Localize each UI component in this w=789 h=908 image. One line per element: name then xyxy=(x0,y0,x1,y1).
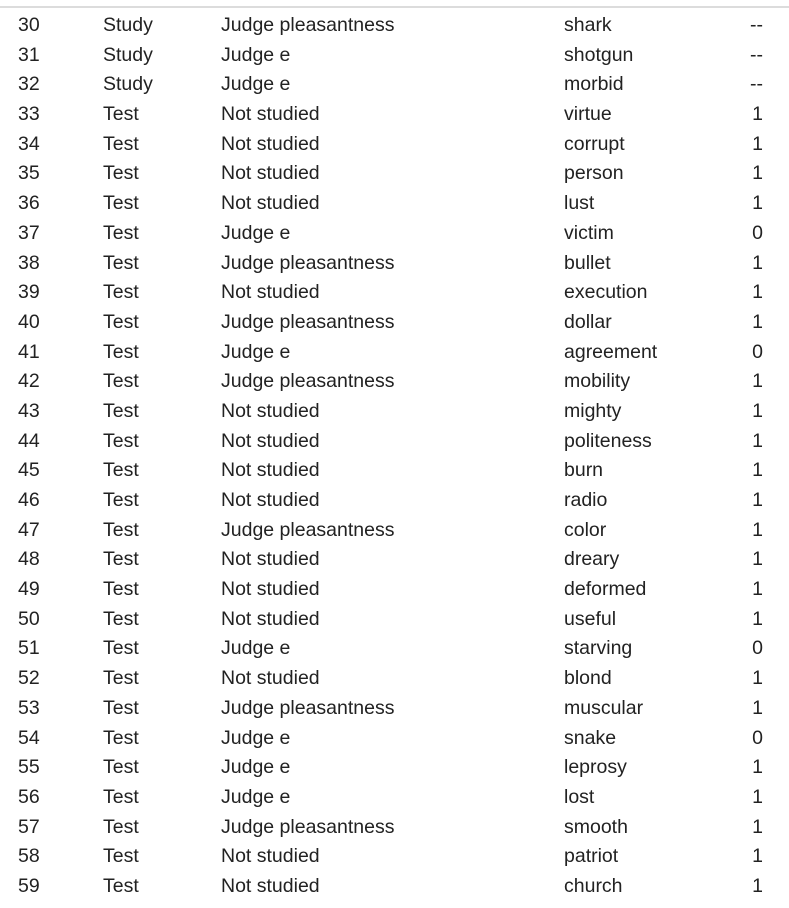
phase-cell: Test xyxy=(103,310,139,333)
word-cell: patriot xyxy=(564,845,619,868)
response-cell: 0 xyxy=(752,726,763,749)
word-cell: mighty xyxy=(564,399,622,422)
table-row xyxy=(0,249,789,279)
phase-cell: Study xyxy=(103,73,153,96)
phase-cell: Test xyxy=(103,281,139,304)
word-cell: church xyxy=(564,874,623,897)
table-row xyxy=(0,219,789,249)
task-cell: Not studied xyxy=(221,548,320,571)
table-row xyxy=(0,308,789,338)
row-number: 33 xyxy=(18,103,40,126)
response-cell: 1 xyxy=(752,607,763,630)
phase-cell: Test xyxy=(103,340,139,363)
row-number: 35 xyxy=(18,162,40,185)
row-number: 52 xyxy=(18,667,40,690)
word-cell: starving xyxy=(564,637,633,660)
word-cell: agreement xyxy=(564,340,658,363)
phase-cell: Test xyxy=(103,489,139,511)
phase-cell: Test xyxy=(103,756,139,779)
phase-cell: Test xyxy=(103,696,139,719)
task-cell: Judge pleasantness xyxy=(221,370,395,393)
row-number: 32 xyxy=(18,73,40,96)
table-row xyxy=(0,694,789,724)
table-row xyxy=(0,11,789,41)
row-number: 34 xyxy=(18,132,40,155)
word-cell: corrupt xyxy=(564,132,625,155)
table-row xyxy=(0,545,789,575)
word-cell: deformed xyxy=(564,578,647,601)
word-cell: victim xyxy=(564,221,614,244)
table-row xyxy=(0,842,789,872)
row-number: 41 xyxy=(18,340,40,363)
word-cell: useful xyxy=(564,607,617,630)
phase-cell: Test xyxy=(103,845,139,868)
word-cell: shotgun xyxy=(564,43,634,66)
response-cell: 1 xyxy=(752,815,763,838)
task-cell: Judge e xyxy=(221,785,291,808)
table-row xyxy=(0,516,789,546)
word-cell: leprosy xyxy=(564,756,627,779)
row-number: 56 xyxy=(18,785,40,808)
response-cell: 1 xyxy=(752,696,763,719)
row-number: 36 xyxy=(18,192,40,215)
table-row xyxy=(0,634,789,664)
row-number: 43 xyxy=(18,399,40,422)
task-cell: Not studied xyxy=(221,162,320,185)
response-cell: 1 xyxy=(752,281,763,304)
table-row xyxy=(0,159,789,189)
response-cell: 1 xyxy=(752,548,763,571)
response-cell: 1 xyxy=(752,578,763,601)
task-cell: Not studied xyxy=(221,578,320,601)
phase-cell: Test xyxy=(103,815,139,838)
table-row xyxy=(0,397,789,427)
row-number: 54 xyxy=(18,726,40,749)
word-cell: virtue xyxy=(564,103,612,126)
phase-cell: Test xyxy=(103,103,139,126)
row-number: 45 xyxy=(18,459,40,482)
table-row xyxy=(0,41,789,71)
task-cell: Not studied xyxy=(221,459,320,482)
task-cell: Judge e xyxy=(221,726,291,749)
table-row xyxy=(0,753,789,783)
response-cell: -- xyxy=(750,73,763,96)
phase-cell: Test xyxy=(103,192,139,215)
word-cell: blond xyxy=(564,667,612,690)
phase-cell: Study xyxy=(103,43,153,66)
row-number: 50 xyxy=(18,607,40,630)
word-cell: dollar xyxy=(564,310,612,333)
phase-cell: Test xyxy=(103,637,139,660)
response-cell: 1 xyxy=(752,310,763,333)
task-cell: Not studied xyxy=(221,607,320,630)
word-cell: lost xyxy=(564,785,595,808)
row-number: 44 xyxy=(18,429,40,452)
phase-cell: Test xyxy=(103,221,139,244)
response-cell: 0 xyxy=(752,221,763,244)
word-cell: lust xyxy=(564,192,595,215)
task-cell: Not studied xyxy=(221,845,320,868)
task-cell: Judge pleasantness xyxy=(221,815,395,838)
table-row xyxy=(0,724,789,754)
row-number: 39 xyxy=(18,281,40,304)
table-row xyxy=(0,278,789,308)
word-cell: shark xyxy=(564,14,612,36)
response-cell: 1 xyxy=(752,370,763,393)
row-number: 55 xyxy=(18,756,40,779)
word-cell: person xyxy=(564,162,624,185)
phase-cell: Test xyxy=(103,429,139,452)
response-cell: 1 xyxy=(752,251,763,274)
table-row xyxy=(0,100,789,130)
word-cell: bullet xyxy=(564,251,611,274)
phase-cell: Test xyxy=(103,667,139,690)
task-cell: Not studied xyxy=(221,667,320,690)
row-number: 40 xyxy=(18,310,40,333)
row-number: 37 xyxy=(18,221,40,244)
task-cell: Judge e xyxy=(221,73,291,96)
row-number: 57 xyxy=(18,815,40,838)
table-row xyxy=(0,70,789,100)
response-cell: 1 xyxy=(752,845,763,868)
response-cell: 1 xyxy=(752,162,763,185)
task-cell: Judge e xyxy=(221,637,291,660)
word-cell: radio xyxy=(564,489,608,511)
task-cell: Judge pleasantness xyxy=(221,310,395,333)
phase-cell: Test xyxy=(103,785,139,808)
phase-cell: Test xyxy=(103,251,139,274)
row-number: 46 xyxy=(18,489,40,511)
row-number: 51 xyxy=(18,637,40,660)
task-cell: Judge e xyxy=(221,221,291,244)
response-cell: -- xyxy=(750,14,763,36)
table-row xyxy=(0,872,789,902)
task-cell: Not studied xyxy=(221,874,320,897)
task-cell: Judge e xyxy=(221,43,291,66)
table-row xyxy=(0,813,789,843)
row-number: 59 xyxy=(18,874,40,897)
table-row xyxy=(0,367,789,397)
response-cell: 1 xyxy=(752,429,763,452)
table-row xyxy=(0,486,789,516)
phase-cell: Test xyxy=(103,370,139,393)
task-cell: Judge e xyxy=(221,756,291,779)
word-cell: morbid xyxy=(564,73,624,96)
word-cell: execution xyxy=(564,281,648,304)
table-row xyxy=(0,605,789,635)
word-cell: dreary xyxy=(564,548,620,571)
task-cell: Not studied xyxy=(221,132,320,155)
table-row xyxy=(0,427,789,457)
phase-cell: Test xyxy=(103,548,139,571)
task-cell: Not studied xyxy=(221,281,320,304)
response-cell: 1 xyxy=(752,874,763,897)
response-cell: 1 xyxy=(752,399,763,422)
phase-cell: Test xyxy=(103,459,139,482)
response-cell: -- xyxy=(750,43,763,66)
response-cell: 1 xyxy=(752,489,763,511)
row-number: 58 xyxy=(18,845,40,868)
row-number: 49 xyxy=(18,578,40,601)
word-cell: color xyxy=(564,518,607,541)
task-cell: Not studied xyxy=(221,429,320,452)
table-row xyxy=(0,456,789,486)
table-row xyxy=(0,664,789,694)
task-cell: Not studied xyxy=(221,399,320,422)
response-cell: 1 xyxy=(752,756,763,779)
task-cell: Not studied xyxy=(221,192,320,215)
response-cell: 1 xyxy=(752,103,763,126)
row-number: 42 xyxy=(18,370,40,393)
phase-cell: Test xyxy=(103,607,139,630)
phase-cell: Test xyxy=(103,578,139,601)
row-number: 30 xyxy=(18,14,40,36)
table-row xyxy=(0,338,789,368)
response-cell: 1 xyxy=(752,459,763,482)
task-cell: Not studied xyxy=(221,103,320,126)
task-cell: Judge e xyxy=(221,340,291,363)
phase-cell: Test xyxy=(103,132,139,155)
response-cell: 1 xyxy=(752,785,763,808)
response-cell: 1 xyxy=(752,518,763,541)
word-cell: politeness xyxy=(564,429,652,452)
word-cell: mobility xyxy=(564,370,631,393)
task-cell: Judge pleasantness xyxy=(221,251,395,274)
data-table xyxy=(0,11,789,902)
response-cell: 1 xyxy=(752,192,763,215)
table-row xyxy=(0,130,789,160)
row-number: 53 xyxy=(18,696,40,719)
response-cell: 1 xyxy=(752,132,763,155)
response-cell: 1 xyxy=(752,667,763,690)
row-number: 31 xyxy=(18,43,40,66)
table-row xyxy=(0,783,789,813)
table-row xyxy=(0,189,789,219)
row-number: 48 xyxy=(18,548,40,571)
word-cell: muscular xyxy=(564,696,644,719)
phase-cell: Test xyxy=(103,162,139,185)
word-cell: smooth xyxy=(564,815,628,838)
phase-cell: Test xyxy=(103,518,139,541)
row-number: 47 xyxy=(18,518,40,541)
task-cell: Not studied xyxy=(221,489,320,511)
phase-cell: Test xyxy=(103,874,139,897)
row-number: 38 xyxy=(18,251,40,274)
phase-cell: Test xyxy=(103,726,139,749)
task-cell: Judge pleasantness xyxy=(221,518,395,541)
word-cell: snake xyxy=(564,726,617,749)
phase-cell: Test xyxy=(103,399,139,422)
response-cell: 0 xyxy=(752,340,763,363)
phase-cell: Study xyxy=(103,14,153,36)
task-cell: Judge pleasantness xyxy=(221,14,395,36)
table-row xyxy=(0,575,789,605)
top-divider xyxy=(0,6,789,8)
task-cell: Judge pleasantness xyxy=(221,696,395,719)
word-cell: burn xyxy=(564,459,604,482)
response-cell: 0 xyxy=(752,637,763,660)
